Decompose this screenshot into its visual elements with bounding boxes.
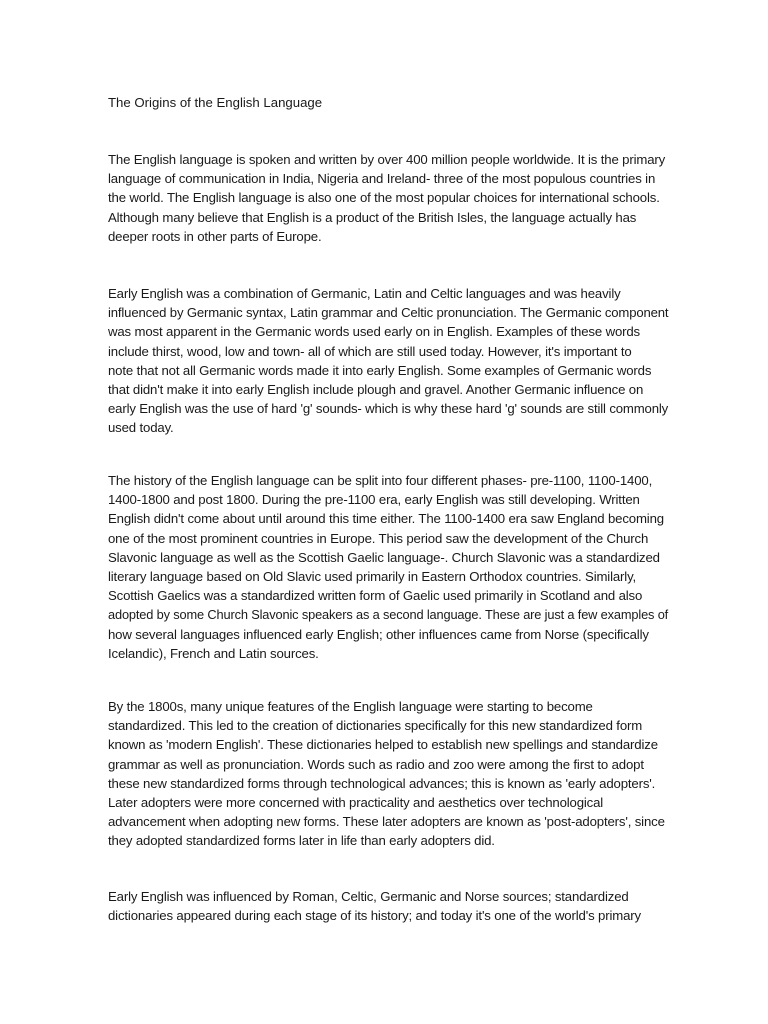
paragraph-line: By the 1800s, many unique features of the English language were starting to become bbox=[108, 699, 593, 714]
paragraph-line: include thirst, wood, low and town- all of which are still used today. However, it's important to bbox=[108, 343, 632, 359]
paragraph-line: English didn't come about until around this time either. The 1100-1400 era saw England becoming bbox=[108, 511, 664, 527]
paragraph-2 bbox=[108, 284, 668, 438]
paragraph-line: Later adopters were more concerned with practicality and aesthetics over technological bbox=[108, 794, 604, 810]
document-title: The Origins of the English Language bbox=[108, 95, 323, 110]
paragraph-line: standardized. This led to the creation of dictionaries specifically for this new standardized form bbox=[108, 718, 643, 734]
paragraph-line: influenced by Germanic syntax, Latin grammar and Celtic pronunciation. The Germanic component bbox=[108, 305, 669, 321]
paragraph-line: early English was the use of hard 'g' sounds- which is why these hard 'g' sounds are still commonly bbox=[108, 401, 669, 417]
paragraph-line: adopted by some Church Slavonic speakers as a second language. These are just a few examples of bbox=[108, 607, 669, 623]
paragraph-3 bbox=[108, 471, 668, 663]
paragraph-line: Early English was influenced by Roman, Celtic, Germanic and Norse sources; standardized bbox=[108, 889, 629, 904]
paragraph-line: dictionaries appeared during each stage of its history; and today it's one of the world's primary bbox=[108, 908, 641, 924]
paragraph-line: they adopted standardized forms later in life than early adopters did. bbox=[108, 833, 495, 849]
paragraph-5 bbox=[108, 887, 668, 925]
paragraph-line: known as 'modern English'. These dictionaries helped to establish new spellings and standardize bbox=[108, 737, 658, 753]
paragraph-line: grammar as well as pronunciation. Words such as radio and zoo were among the first to adopt bbox=[108, 756, 644, 772]
paragraph-1 bbox=[108, 150, 668, 246]
paragraph-line: Scottish Gaelics was a standardized written form of Gaelic used primarily in Scotland and also bbox=[108, 588, 643, 604]
paragraph-line: 1400-1800 and post 1800. During the pre-1100 era, early English was still developing. Written bbox=[108, 492, 640, 508]
paragraph-line: the world. The English language is also one of the most popular choices for international schools. bbox=[108, 190, 660, 206]
paragraph-line: The English language is spoken and written by over 400 million people worldwide. It is the primary bbox=[108, 152, 666, 167]
paragraph-line: The history of the English language can be split into four different phases- pre-1100, 1100-1400, bbox=[108, 473, 653, 488]
paragraph-line: note that not all Germanic words made it into early English. Some examples of Germanic words bbox=[108, 362, 652, 378]
paragraph-line: advancement when adopting new forms. These later adopters are known as 'post-adopters', since bbox=[108, 814, 665, 830]
paragraph-line: literary language based on Old Slavic used primarily in Eastern Orthodox countries. Similarly, bbox=[108, 568, 637, 584]
paragraph-line: language of communication in India, Nigeria and Ireland- three of the most populous countries in bbox=[108, 171, 656, 187]
paragraph-4 bbox=[108, 697, 668, 851]
paragraph-line: Icelandic), French and Latin sources. bbox=[108, 645, 319, 661]
paragraph-line: these new standardized forms through technological advances; this is known as 'early adopters'. bbox=[108, 775, 656, 791]
paragraph-line: that didn't make it into early English include plough and gravel. Another Germanic influence on bbox=[108, 381, 644, 397]
paragraph-line: one of the most prominent countries in Europe. This period saw the development of the Church bbox=[108, 530, 649, 546]
paragraph-line: deeper roots in other parts of Europe. bbox=[108, 228, 322, 244]
paragraph-line: Although many believe that English is a product of the British Isles, the language actually has bbox=[108, 209, 637, 225]
paragraph-line: was most apparent in the Germanic words used early on in English. Examples of these words bbox=[108, 324, 640, 340]
paragraph-line: Slavonic language as well as the Scottish Gaelic language-. Church Slavonic was a standardized bbox=[108, 549, 660, 565]
paragraph-line: how several languages influenced early English; other influences came from Norse (specifically bbox=[108, 626, 649, 642]
paragraph-line: Early English was a combination of Germanic, Latin and Celtic languages and was heavily bbox=[108, 286, 621, 301]
paragraph-line: used today. bbox=[108, 420, 174, 436]
